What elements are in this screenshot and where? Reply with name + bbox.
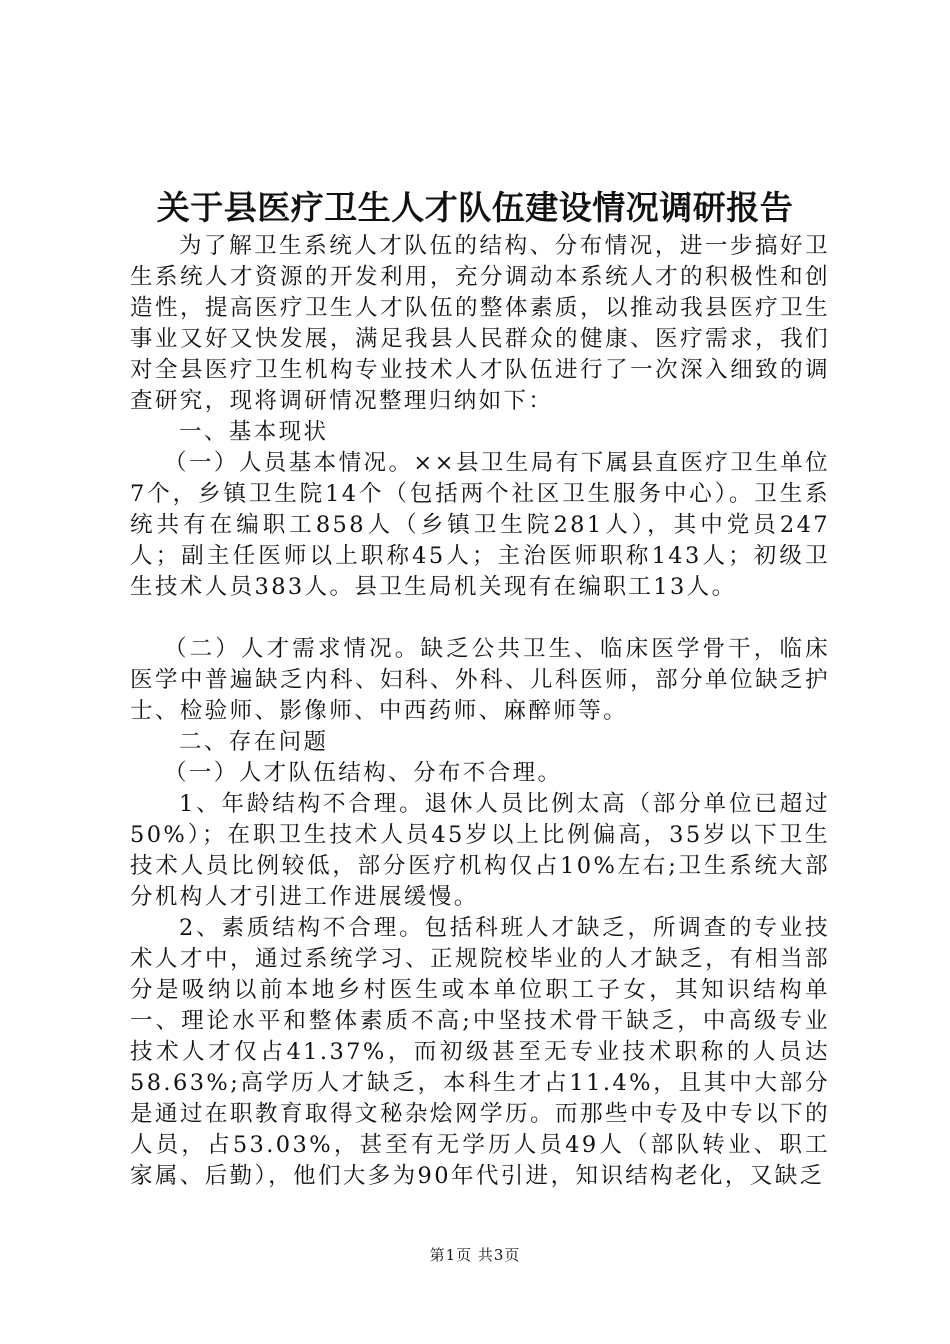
paragraph-quality-structure: 2、素质结构不合理。包括科班人才缺乏，所调查的专业技术人才中，通过系统学习、正规院校毕业的人才缺乏，有相当部分是吸纳以前本地乡村医生或本单位职工子女，其知识结构单一、理论水平和整体素质不高;中坚技术骨干缺乏，中高级专业技术人才仅占41.37%，而初级甚至无专业技术职称的人员达58.63%;高学历人才缺乏，本科生才占11.4%，且其中大部分是通过在职教育取得文秘杂烩网学历。而那些中专及中专以下的人员，占53.03%，甚至有无学历人员49人（部队转业、职工家属、后勤），他们大多为90年代引进，知识结构老化，又缺乏	[130, 915, 830, 1189]
section-heading-basic-status: 一、基本现状	[179, 419, 329, 445]
page-number-footer: 第1页 共3页	[429, 1246, 521, 1264]
document-title: 关于县医疗卫生人才队伍建设情况调研报告	[156, 188, 794, 227]
paragraph-age-structure: 1、年龄结构不合理。退休人员比例太高（部分单位已超过50%）；在职卫生技术人员45岁以上比例偏高，35岁以下卫生技术人员比例较低，部分医疗机构仅占10%左右;卫生系统大部分机构人才引进工作进展缓慢。	[130, 791, 830, 910]
subheading-structure: （一）人才队伍结构、分布不合理。	[164, 760, 563, 786]
document-body	[130, 231, 830, 1192]
paragraph-staff-basics: （一）人员基本情况。××县卫生局有下属县直医疗卫生单位7个，乡镇卫生院14个（包括两个社区卫生服务中心）。卫生系统共有在编职工858人（乡镇卫生院281人），其中党员247人；副主任医师以上职称45人；主治医师职称143人；初级卫生技术人员383人。县卫生局机关现有在编职工13人。	[130, 450, 830, 600]
paragraph-gap	[130, 603, 830, 634]
intro-paragraph: 为了解卫生系统人才队伍的结构、分布情况，进一步搞好卫生系统人才资源的开发利用，充分调动本系统人才的积极性和创造性，提高医疗卫生人才队伍的整体素质，以推动我县医疗卫生事业又好又快发展，满足我县人民群众的健康、医疗需求，我们对全县医疗卫生机构专业技术人才队伍进行了一次深入细致的调查研究，现将调研情况整理归纳如下：	[130, 233, 830, 414]
section-heading-problems: 二、存在问题	[179, 729, 329, 755]
paragraph-talent-demand: （二）人才需求情况。缺乏公共卫生、临床医学骨干，临床医学中普遍缺乏内科、妇科、外科、儿科医师，部分单位缺乏护士、检验师、影像师、中西药师、麻醉师等。	[130, 636, 830, 724]
